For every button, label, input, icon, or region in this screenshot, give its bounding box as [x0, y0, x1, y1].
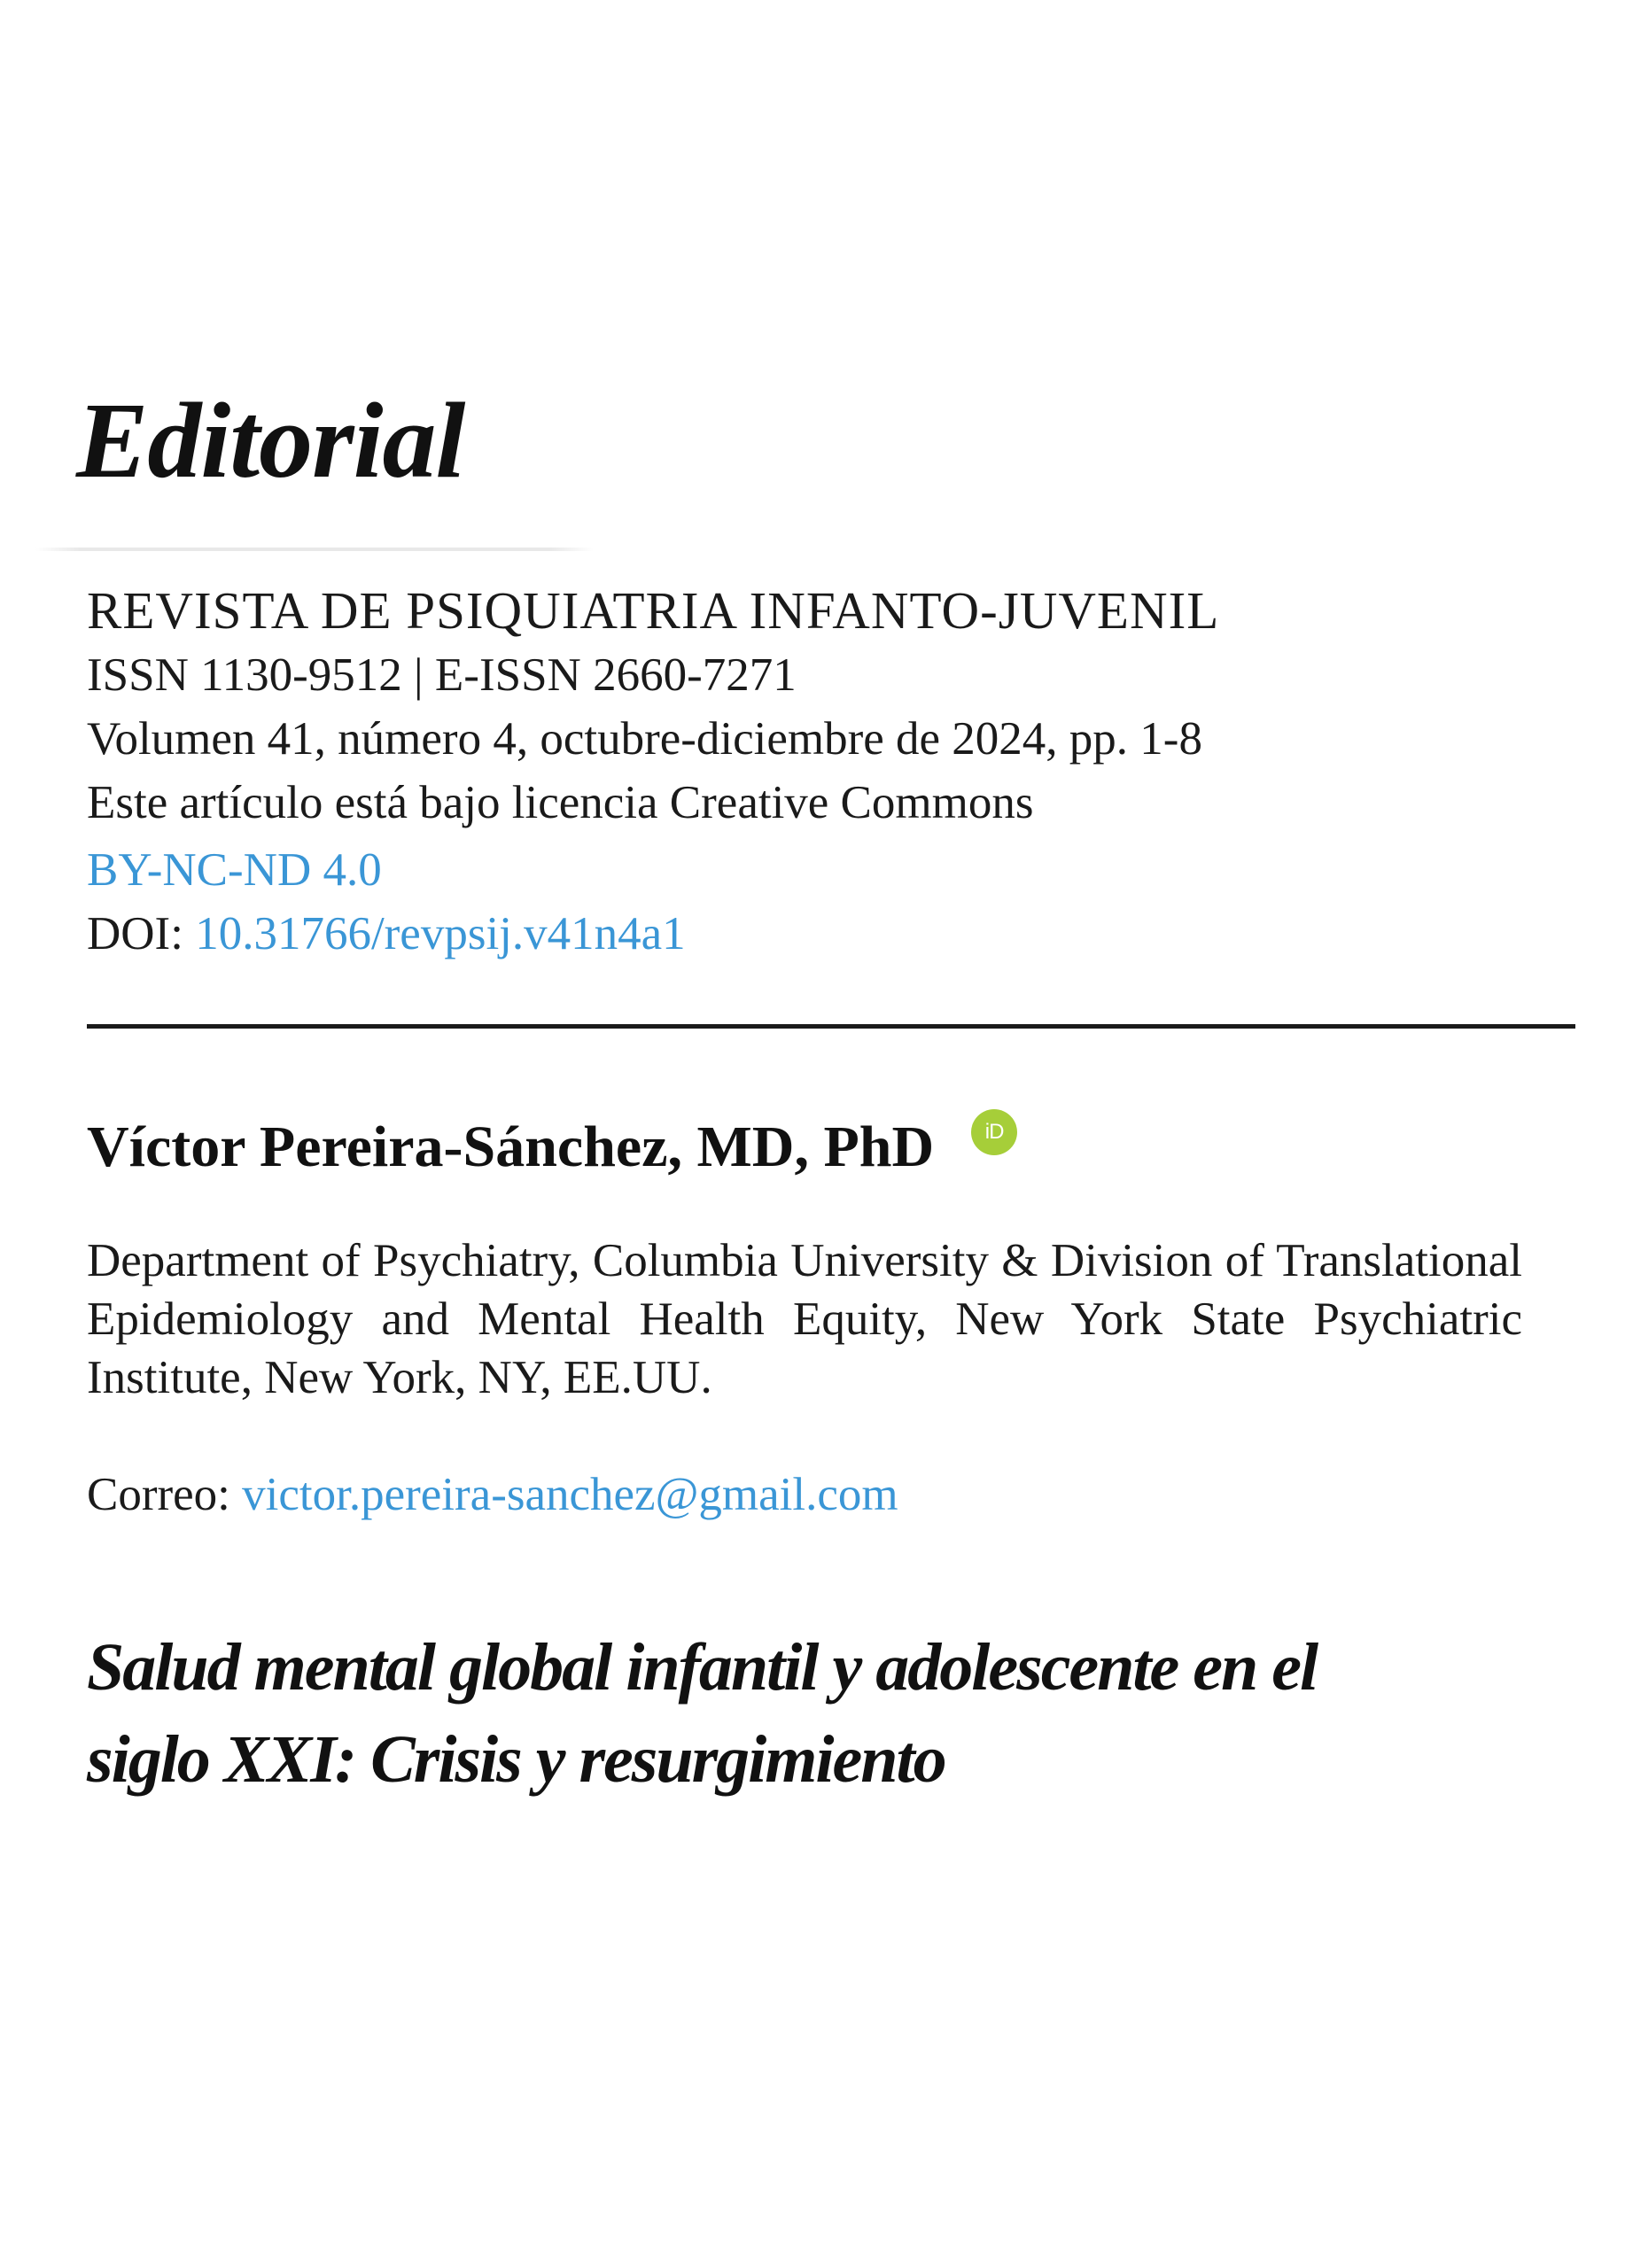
email-row [87, 1464, 898, 1526]
article-title-line-2: siglo XXI: Crisis y resurgimiento [87, 1722, 945, 1797]
author-name: Víctor Pereira-Sánchez, MD, PhD [87, 1115, 935, 1179]
doi-row [87, 902, 1575, 966]
author-affiliation: Department of Psychiatry, Columbia University & Division of Translational Epidemiology and Mental Health Equity, New York State Psychiatric Institute, New York, NY, EE.UU. [87, 1235, 1522, 1403]
section-title: Editorial [76, 381, 465, 501]
email-link[interactable]: victor.pereira-sanchez@gmail.com [242, 1469, 898, 1520]
article-title [87, 1621, 1504, 1806]
journal-volume: Volumen 41, número 4, octubre-diciembre de 2024, pp. 1-8 [87, 713, 1202, 765]
journal-name: REVISTA DE PSIQUIATRIA INFANTO-JUVENIL [87, 581, 1220, 640]
orcid-icon[interactable]: iD [971, 1109, 1017, 1155]
journal-metadata [87, 578, 1575, 966]
section-title-underline [35, 548, 594, 551]
header-divider [87, 1024, 1575, 1029]
license-text: Este artículo está bajo licencia Creative Commons [87, 777, 1034, 828]
email-label: Correo: [87, 1469, 243, 1520]
author-row [87, 1107, 1017, 1187]
journal-issn: ISSN 1130-9512 | E-ISSN 2660-7271 [87, 649, 797, 701]
article-title-line-1: Salud mental global infantil y adolescente en el [87, 1630, 1318, 1705]
doi-label: DOI: [87, 908, 196, 959]
doi-link[interactable]: 10.31766/revpsij.v41n4a1 [195, 908, 686, 959]
license-link[interactable]: BY-NC-ND 4.0 [87, 844, 382, 896]
